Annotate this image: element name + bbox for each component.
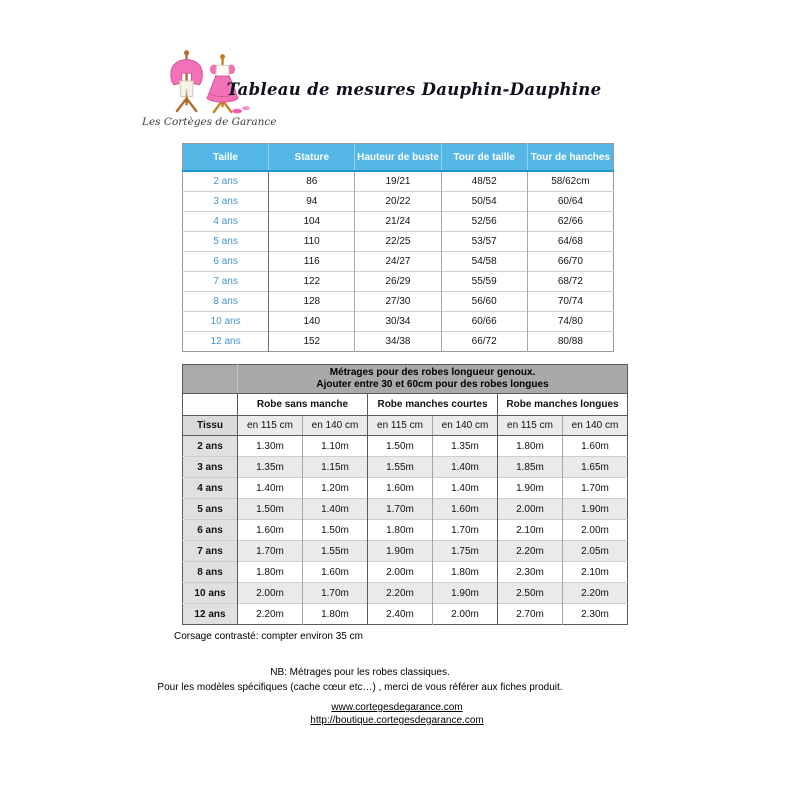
metrage-row-label: 8 ans bbox=[183, 562, 238, 583]
size-label-link[interactable]: 8 ans bbox=[183, 292, 269, 312]
metrage-value-cell: 2.20m bbox=[563, 583, 628, 604]
metrage-value-cell: 1.50m bbox=[303, 520, 368, 541]
metrage-value-cell: 1.60m bbox=[303, 562, 368, 583]
size-column-header: Tour de taille bbox=[441, 144, 527, 172]
size-value-cell: 68/72 bbox=[527, 272, 613, 292]
metrage-value-cell: 1.75m bbox=[433, 541, 498, 562]
metrage-value-cell: 1.10m bbox=[303, 436, 368, 457]
metrage-value-cell: 2.30m bbox=[563, 604, 628, 625]
size-label-link[interactable]: 6 ans bbox=[183, 252, 269, 272]
metrage-value-cell: 1.70m bbox=[368, 499, 433, 520]
size-value-cell: 80/88 bbox=[527, 332, 613, 352]
size-value-cell: 110 bbox=[269, 232, 355, 252]
metrage-title-line2: Ajouter entre 30 et 60cm pour des robes longues bbox=[316, 379, 549, 390]
size-value-cell: 58/62cm bbox=[527, 171, 613, 192]
metrage-value-cell: 2.20m bbox=[368, 583, 433, 604]
boutique-link[interactable]: http://boutique.cortegesdegarance.com bbox=[310, 715, 484, 726]
size-value-cell: 60/64 bbox=[527, 192, 613, 212]
size-table-row bbox=[183, 272, 614, 292]
group-header-manches-longues: Robe manches longues bbox=[498, 394, 628, 416]
metrage-value-cell: 1.40m bbox=[303, 499, 368, 520]
size-value-cell: 60/66 bbox=[441, 312, 527, 332]
footer-links bbox=[0, 701, 794, 727]
size-value-cell: 52/56 bbox=[441, 212, 527, 232]
size-table-row bbox=[183, 232, 614, 252]
width-header: en 115 cm bbox=[368, 416, 433, 436]
metrage-value-cell: 1.50m bbox=[238, 499, 303, 520]
size-table-row bbox=[183, 332, 614, 352]
metrage-table-row bbox=[183, 436, 628, 457]
tissu-header: Tissu bbox=[183, 416, 238, 436]
metrage-value-cell: 1.20m bbox=[303, 478, 368, 499]
size-label-link[interactable]: 10 ans bbox=[183, 312, 269, 332]
size-column-header: Hauteur de buste bbox=[355, 144, 441, 172]
metrage-value-cell: 2.00m bbox=[498, 499, 563, 520]
metrage-value-cell: 2.00m bbox=[238, 583, 303, 604]
size-column-header: Stature bbox=[269, 144, 355, 172]
metrage-value-cell: 1.55m bbox=[368, 457, 433, 478]
size-value-cell: 50/54 bbox=[441, 192, 527, 212]
size-table-row bbox=[183, 171, 614, 192]
size-label-link[interactable]: 7 ans bbox=[183, 272, 269, 292]
size-table-row bbox=[183, 312, 614, 332]
metrage-value-cell: 2.20m bbox=[238, 604, 303, 625]
size-column-header: Taille bbox=[183, 144, 269, 172]
size-value-cell: 24/27 bbox=[355, 252, 441, 272]
size-value-cell: 86 bbox=[269, 171, 355, 192]
metrage-value-cell: 1.60m bbox=[563, 436, 628, 457]
metrage-value-cell: 1.30m bbox=[238, 436, 303, 457]
metrage-group-row bbox=[183, 394, 628, 416]
metrage-value-cell: 1.35m bbox=[238, 457, 303, 478]
metrage-value-cell: 2.10m bbox=[563, 562, 628, 583]
size-value-cell: 21/24 bbox=[355, 212, 441, 232]
width-header: en 140 cm bbox=[563, 416, 628, 436]
metrage-value-cell: 1.80m bbox=[238, 562, 303, 583]
metrage-value-cell: 2.00m bbox=[563, 520, 628, 541]
size-value-cell: 74/80 bbox=[527, 312, 613, 332]
size-value-cell: 64/68 bbox=[527, 232, 613, 252]
metrage-value-cell: 2.00m bbox=[433, 604, 498, 625]
metrage-value-cell: 1.50m bbox=[368, 436, 433, 457]
size-value-cell: 53/57 bbox=[441, 232, 527, 252]
metrage-value-cell: 1.80m bbox=[498, 436, 563, 457]
metrage-value-cell: 1.40m bbox=[433, 478, 498, 499]
metrage-title-row bbox=[183, 365, 628, 394]
size-value-cell: 116 bbox=[269, 252, 355, 272]
size-column-header: Tour de hanches bbox=[527, 144, 613, 172]
metrage-value-cell: 1.65m bbox=[563, 457, 628, 478]
size-table-row bbox=[183, 252, 614, 272]
metrage-value-cell: 1.60m bbox=[368, 478, 433, 499]
metrage-value-cell: 2.50m bbox=[498, 583, 563, 604]
width-header: en 115 cm bbox=[498, 416, 563, 436]
size-table-body bbox=[183, 171, 614, 352]
metrage-value-cell: 1.90m bbox=[368, 541, 433, 562]
size-label-link[interactable]: 3 ans bbox=[183, 192, 269, 212]
size-value-cell: 128 bbox=[269, 292, 355, 312]
metrage-value-cell: 1.80m bbox=[303, 604, 368, 625]
metrage-value-cell: 2.00m bbox=[368, 562, 433, 583]
size-value-cell: 66/72 bbox=[441, 332, 527, 352]
size-value-cell: 22/25 bbox=[355, 232, 441, 252]
metrage-title-line1: Métrages pour des robes longueur genoux. bbox=[329, 366, 536, 378]
metrage-value-cell: 1.70m bbox=[303, 583, 368, 604]
metrage-table-row bbox=[183, 457, 628, 478]
size-value-cell: 140 bbox=[269, 312, 355, 332]
size-value-cell: 62/66 bbox=[527, 212, 613, 232]
size-value-cell: 20/22 bbox=[355, 192, 441, 212]
width-header: en 140 cm bbox=[303, 416, 368, 436]
size-label-link[interactable]: 12 ans bbox=[183, 332, 269, 352]
metrage-table-row bbox=[183, 604, 628, 625]
width-header: en 115 cm bbox=[238, 416, 303, 436]
metrage-value-cell: 1.60m bbox=[433, 499, 498, 520]
corsage-note: Corsage contrasté: compter environ 35 cm bbox=[174, 631, 363, 642]
metrage-corner-cell bbox=[183, 365, 238, 394]
page-title: Tableau de mesures Dauphin-Dauphine bbox=[226, 80, 602, 99]
metrage-row-label: 12 ans bbox=[183, 604, 238, 625]
metrage-row-label: 10 ans bbox=[183, 583, 238, 604]
brand-name: Les Cortèges de Garance bbox=[142, 116, 277, 128]
width-header: en 140 cm bbox=[433, 416, 498, 436]
size-label-link[interactable]: 5 ans bbox=[183, 232, 269, 252]
metrage-value-cell: 1.85m bbox=[498, 457, 563, 478]
metrage-width-row bbox=[183, 416, 628, 436]
metrage-row-label: 7 ans bbox=[183, 541, 238, 562]
nb-note-line2: Pour les modèles spécifiques (cache cœur etc…) , merci de vous référer aux fiches produit. bbox=[157, 682, 563, 693]
metrage-value-cell: 2.40m bbox=[368, 604, 433, 625]
metrage-row-label: 4 ans bbox=[183, 478, 238, 499]
metrage-value-cell: 2.30m bbox=[498, 562, 563, 583]
metrage-value-cell: 1.70m bbox=[563, 478, 628, 499]
nb-note bbox=[0, 665, 720, 695]
size-value-cell: 30/34 bbox=[355, 312, 441, 332]
metrage-value-cell: 1.55m bbox=[303, 541, 368, 562]
size-table-row bbox=[183, 192, 614, 212]
size-value-cell: 104 bbox=[269, 212, 355, 232]
metrage-value-cell: 2.70m bbox=[498, 604, 563, 625]
metrage-value-cell: 1.70m bbox=[433, 520, 498, 541]
metrage-value-cell: 1.60m bbox=[238, 520, 303, 541]
size-table-row bbox=[183, 292, 614, 312]
metrage-table-row bbox=[183, 541, 628, 562]
size-value-cell: 48/52 bbox=[441, 171, 527, 192]
metrage-value-cell: 1.70m bbox=[238, 541, 303, 562]
metrage-value-cell: 2.10m bbox=[498, 520, 563, 541]
size-value-cell: 152 bbox=[269, 332, 355, 352]
metrage-table-row bbox=[183, 562, 628, 583]
size-value-cell: 70/74 bbox=[527, 292, 613, 312]
size-value-cell: 66/70 bbox=[527, 252, 613, 272]
size-value-cell: 55/59 bbox=[441, 272, 527, 292]
size-label-link[interactable]: 4 ans bbox=[183, 212, 269, 232]
size-table-row bbox=[183, 212, 614, 232]
nb-note-line1: NB: Métrages pour les robes classiques. bbox=[270, 667, 450, 678]
size-value-cell: 27/30 bbox=[355, 292, 441, 312]
metrage-row-label: 5 ans bbox=[183, 499, 238, 520]
metrage-value-cell: 1.40m bbox=[238, 478, 303, 499]
metrage-title-cell bbox=[238, 365, 628, 394]
size-value-cell: 54/58 bbox=[441, 252, 527, 272]
metrage-table bbox=[182, 364, 628, 625]
metrage-table-row bbox=[183, 583, 628, 604]
size-value-cell: 122 bbox=[269, 272, 355, 292]
metrage-table-row bbox=[183, 478, 628, 499]
metrage-row-label: 2 ans bbox=[183, 436, 238, 457]
metrage-value-cell: 2.20m bbox=[498, 541, 563, 562]
metrage-row-label: 6 ans bbox=[183, 520, 238, 541]
size-table-header-row bbox=[183, 144, 614, 172]
metrage-value-cell: 1.90m bbox=[433, 583, 498, 604]
metrage-table-row bbox=[183, 499, 628, 520]
metrage-row-label: 3 ans bbox=[183, 457, 238, 478]
metrage-value-cell: 2.05m bbox=[563, 541, 628, 562]
size-value-cell: 26/29 bbox=[355, 272, 441, 292]
size-value-cell: 19/21 bbox=[355, 171, 441, 192]
metrage-value-cell: 1.15m bbox=[303, 457, 368, 478]
metrage-table-body bbox=[183, 436, 628, 625]
metrage-blank-cell bbox=[183, 394, 238, 416]
size-value-cell: 56/60 bbox=[441, 292, 527, 312]
size-value-cell: 94 bbox=[269, 192, 355, 212]
website-link[interactable]: www.cortegesdegarance.com bbox=[331, 702, 463, 713]
metrage-table-row bbox=[183, 520, 628, 541]
metrage-value-cell: 1.90m bbox=[498, 478, 563, 499]
metrage-value-cell: 1.80m bbox=[433, 562, 498, 583]
metrage-value-cell: 1.90m bbox=[563, 499, 628, 520]
size-label-link[interactable]: 2 ans bbox=[183, 171, 269, 192]
metrage-value-cell: 1.35m bbox=[433, 436, 498, 457]
size-table bbox=[182, 143, 614, 352]
metrage-value-cell: 1.80m bbox=[368, 520, 433, 541]
group-header-sans-manche: Robe sans manche bbox=[238, 394, 368, 416]
group-header-manches-courtes: Robe manches courtes bbox=[368, 394, 498, 416]
metrage-value-cell: 1.40m bbox=[433, 457, 498, 478]
size-value-cell: 34/38 bbox=[355, 332, 441, 352]
